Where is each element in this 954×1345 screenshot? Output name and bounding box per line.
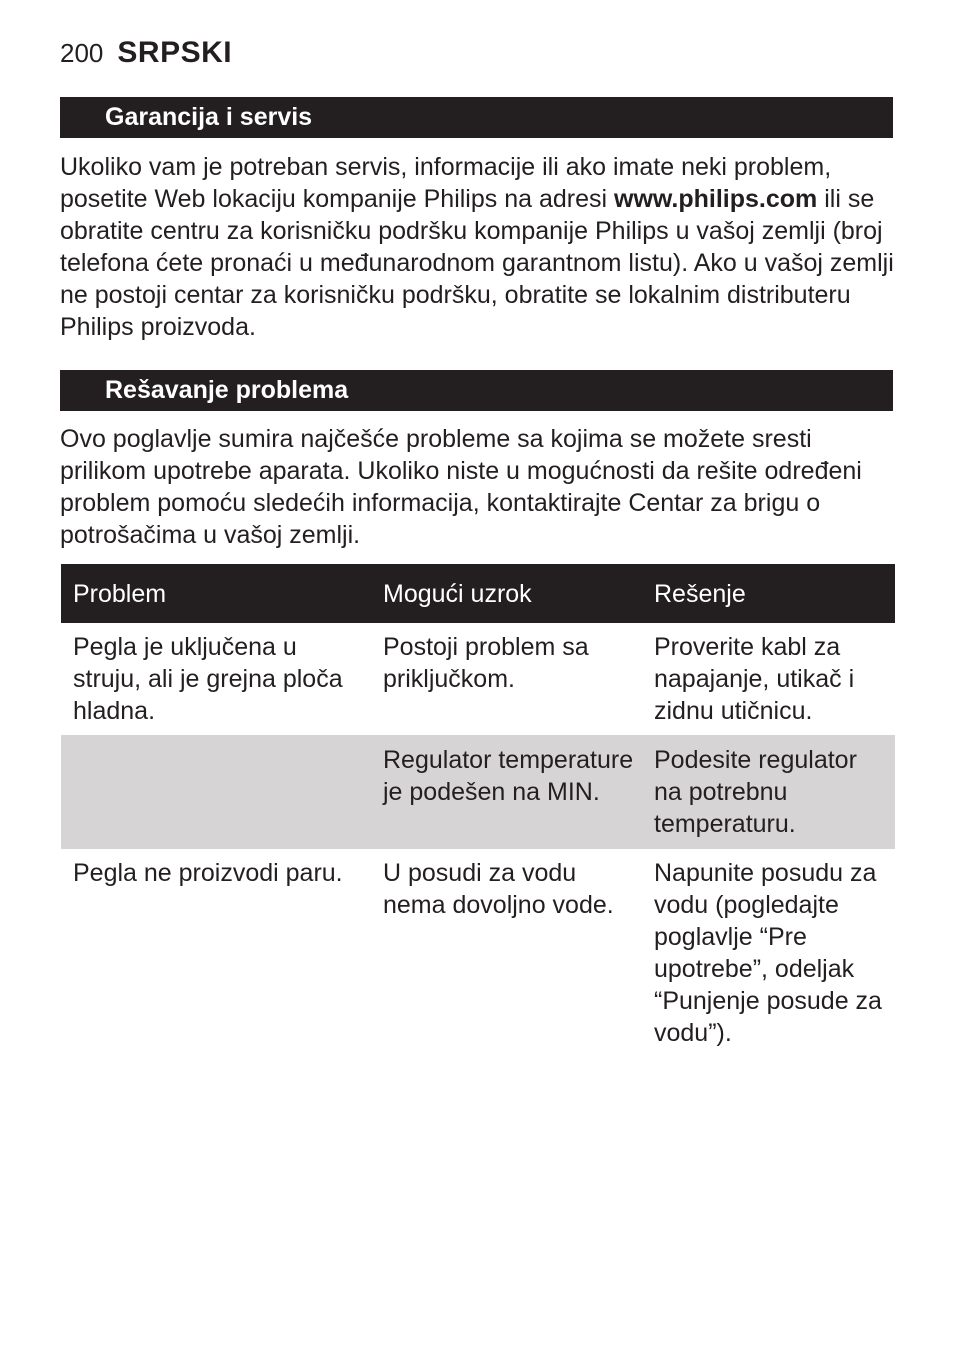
table-header-row — [61, 564, 895, 623]
solution-cell: Napunite posudu za vodu (pogledajte poglavlje “Pre upotrebe”, odeljak “Punjenje posude za vodu”). — [654, 859, 882, 1047]
table-row — [61, 849, 895, 1057]
table-row — [61, 623, 895, 735]
problem-cell: Pegla ne proizvodi paru. — [73, 859, 343, 887]
column-header-cause: Mogući uzrok — [371, 564, 642, 623]
column-header-problem: Problem — [61, 564, 371, 623]
warranty-text-end: ili se obratite centru za korisničku podršku kompanije Philips u vašoj zemlji (broj telefona ćete pronaći u međunarodnom garantnom listu). Ako u vašoj zemlji ne postoji centar za korisničku podršku, obratite se lokalnim distributeru Philips proizvoda. — [60, 185, 894, 341]
cause-cell: U posudi za vodu nema dovoljno vode. — [383, 859, 614, 919]
warranty-text-start: Ukoliko vam je potreban servis, informacije ili ako imate neki problem, posetite Web lokaciju kompanije Philips na adresi — [60, 153, 832, 213]
cause-cell: Postoji problem sa priključkom. — [383, 633, 589, 693]
problem-cell: Pegla je uključena u struju, ali je grejna ploča hladna. — [73, 633, 343, 725]
philips-website-link[interactable]: www.philips.com — [614, 185, 818, 213]
troubleshooting-table — [61, 564, 895, 1057]
troubleshooting-paragraph: Ovo poglavlje sumira najčešće probleme sa kojima se možete sresti prilikom upotrebe aparata. Ukoliko niste u mogućnosti da rešite određeni problem pomoću sledećih informacija, kontaktirajte Centar za brigu o potrošačima u vašoj zemlji. — [60, 425, 862, 549]
section-heading-troubleshooting: Rešavanje problema — [60, 370, 893, 411]
warranty-paragraph — [60, 151, 900, 343]
solution-cell: Podesite regulator na potrebnu temperaturu. — [642, 735, 895, 849]
cause-cell: Regulator temperature je podešen na MIN. — [371, 735, 642, 849]
solution-cell: Proverite kabl za napajanje, utikač i zidnu utičnicu. — [654, 633, 855, 725]
column-header-solution: Rešenje — [642, 564, 895, 623]
language-heading: SRPSKI — [117, 36, 233, 69]
page-number: 200 — [60, 38, 104, 68]
section-heading-warranty: Garancija i servis — [60, 97, 893, 138]
problem-cell — [61, 735, 371, 849]
page-header — [60, 36, 232, 72]
table-row — [61, 735, 895, 849]
